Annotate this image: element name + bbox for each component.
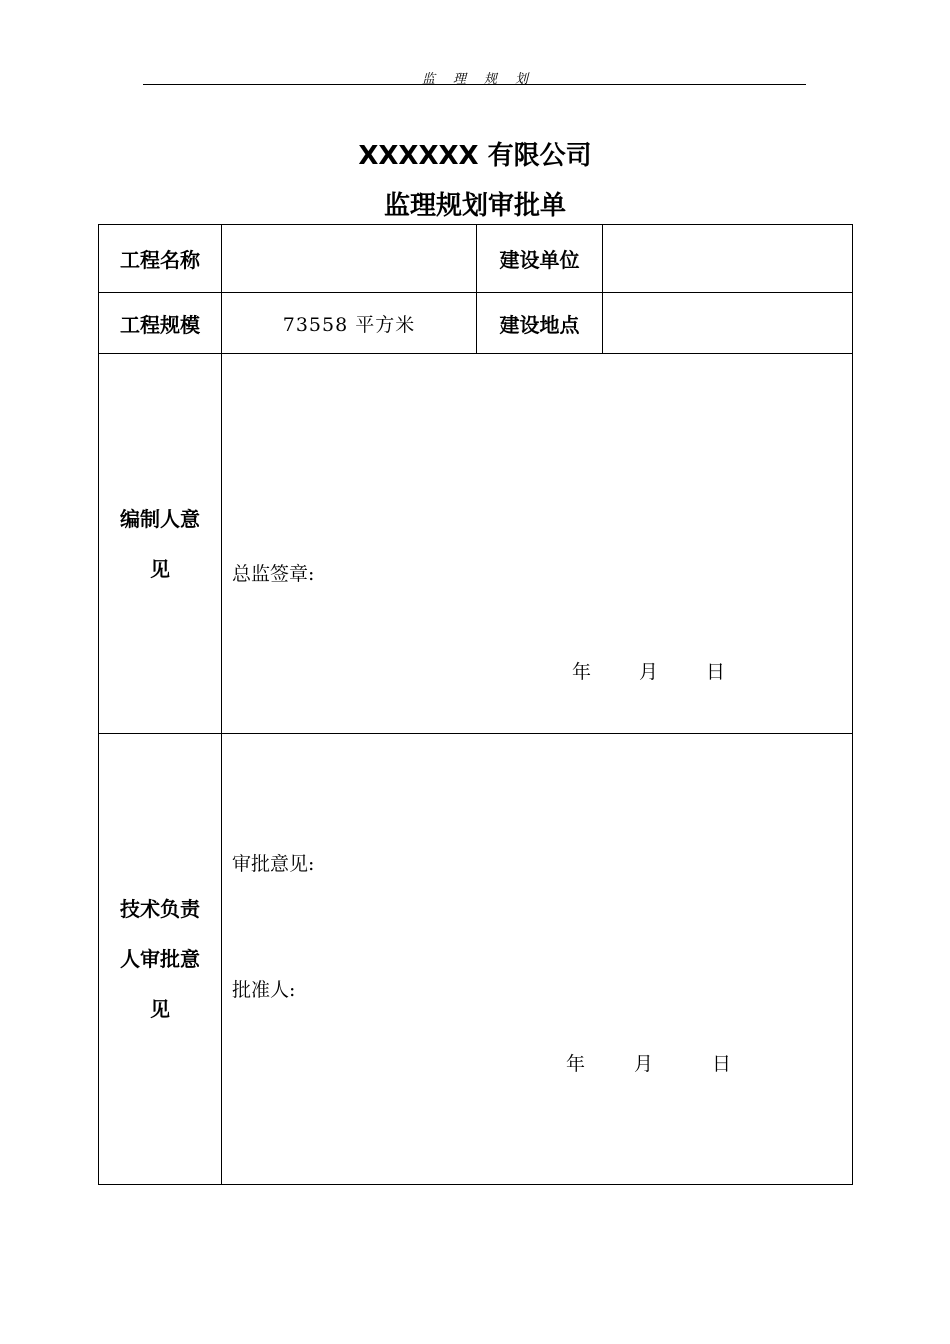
date-day-label: 日 [712, 1053, 732, 1075]
form-title: 监理规划审批单 [383, 191, 566, 221]
table-row [99, 225, 853, 293]
builder-label: 建设单位 [477, 225, 603, 293]
label-line: 见 [150, 997, 170, 1021]
date-day-label: 日 [706, 661, 726, 683]
chief-signature-label: 总监签章: [232, 563, 315, 585]
header-char: 规 [484, 72, 498, 87]
header-char: 监 [421, 72, 435, 87]
table-row [99, 354, 853, 734]
date-month-label: 月 [634, 1053, 654, 1075]
approver-label: 批准人: [232, 979, 296, 1001]
label-line: 见 [150, 556, 170, 581]
label-line: 人审批意 [120, 947, 200, 971]
header-rule [143, 84, 806, 85]
company-title: XXXXXX 有限公司 [358, 141, 592, 171]
approval-table [98, 224, 853, 1185]
project-name-field[interactable] [222, 225, 477, 293]
tech-approval-label [99, 734, 222, 1185]
approval-opinion-label: 审批意见: [232, 853, 315, 875]
project-scale-label: 工程规模 [99, 293, 222, 354]
compiler-opinion-label [99, 354, 222, 734]
project-scale-field[interactable]: 73558 平方米 [222, 293, 477, 354]
date-year-label: 年 [572, 661, 592, 683]
compiler-opinion-cell[interactable] [222, 354, 853, 734]
table-row [99, 293, 853, 354]
label-line: 技术负责 [120, 897, 200, 921]
tech-approval-cell[interactable] [222, 734, 853, 1185]
builder-field[interactable] [603, 225, 853, 293]
project-name-label: 工程名称 [99, 225, 222, 293]
date-month-label: 月 [639, 661, 659, 683]
location-label: 建设地点 [477, 293, 603, 354]
table-row [99, 734, 853, 1185]
header-char: 理 [452, 72, 466, 87]
date-year-label: 年 [566, 1053, 586, 1075]
location-field[interactable] [603, 293, 853, 354]
header-char: 划 [515, 72, 529, 87]
label-line: 编制人意 [120, 506, 200, 531]
